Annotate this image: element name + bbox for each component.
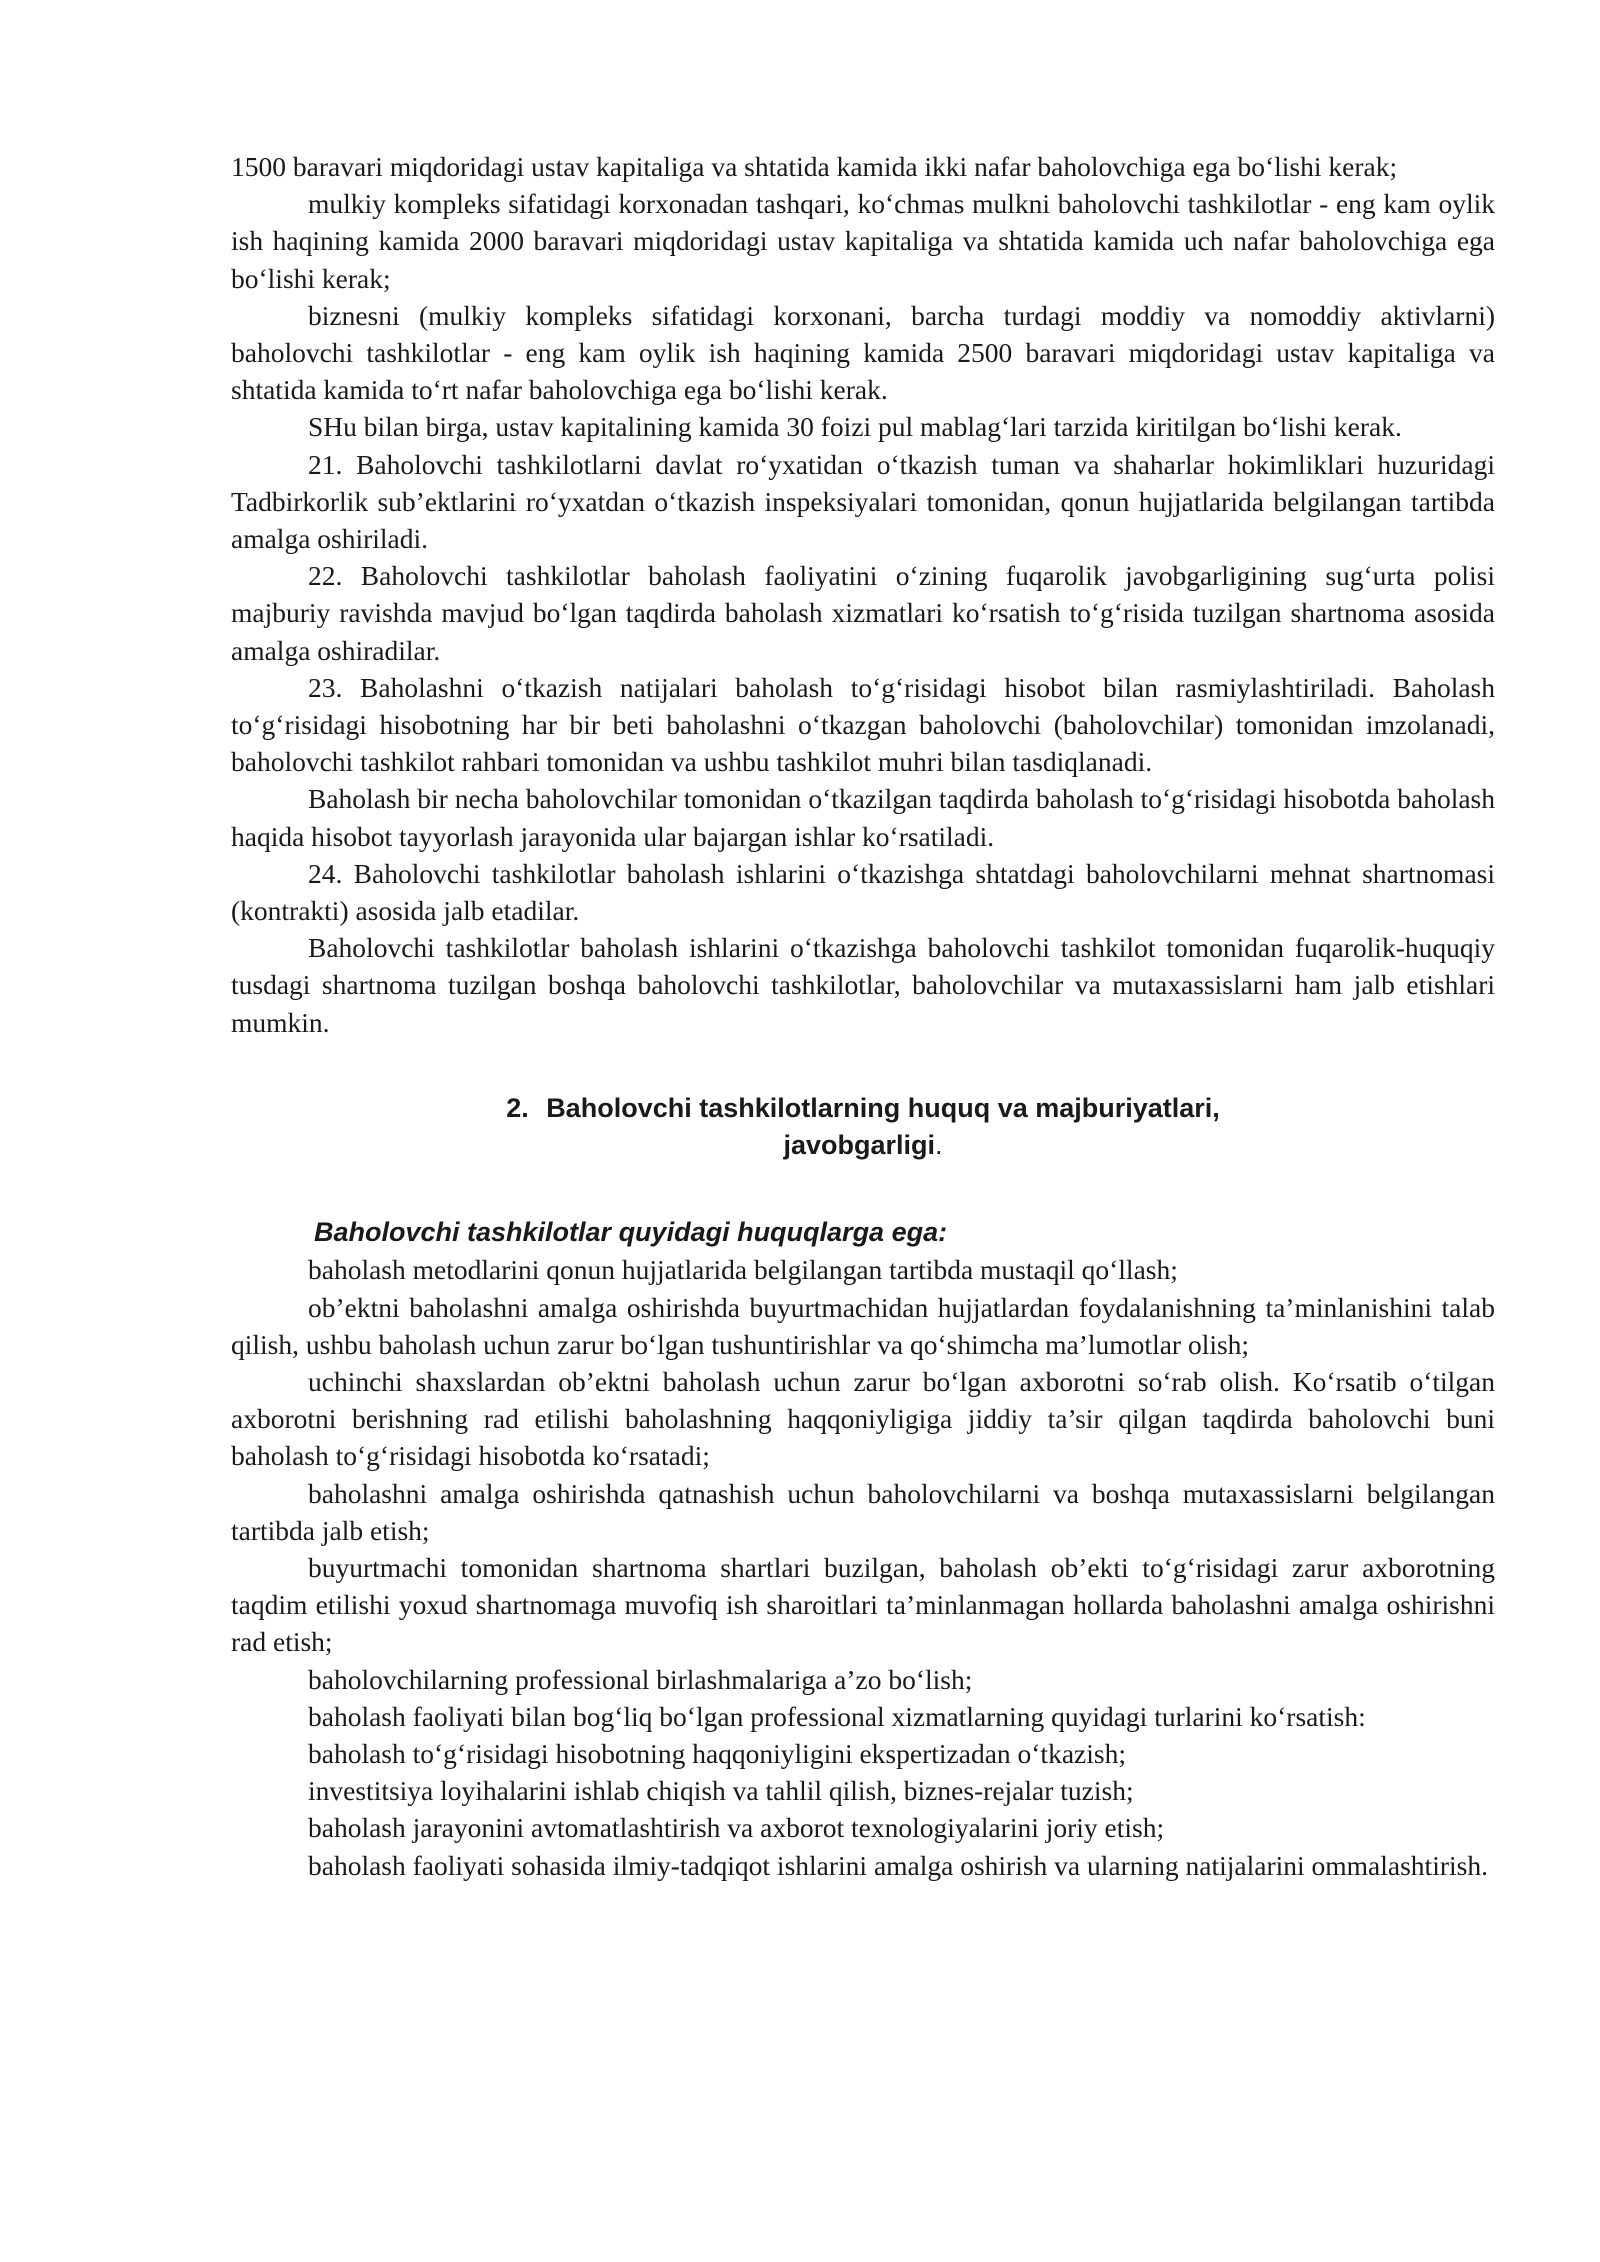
list-item: baholash faoliyati sohasida ilmiy-tadqiqot ishlarini amalga oshirish va ularning natijalarini ommalashtirish. <box>308 1849 1488 1881</box>
list-item: baholashni amalga oshirishda qatnashish uchun baholovchilarni va boshqa mutaxassislarni belgilangan tartibda jalb etish; <box>231 1477 1495 1546</box>
paragraph: Baholovchi tashkilotlar baholash ishlarini o‘tkazishga baholovchi tashkilot tomonidan fuqarolik-huquqiy tusdagi shartnoma tuzilgan boshqa baholovchi tashkilotlar, baholovchilar va mutaxassislarni ham jalb etishlari mumkin. <box>231 932 1495 1038</box>
list-item: uchinchi shaxslardan ob’ektni baholash uchun zarur bo‘lgan axborotni so‘rab olish. Ko‘rsatib o‘tilgan axborotni berishning rad etilishi baholashning haqqoniyligiga jiddiy ta’sir qilgan taqdirda baholovchi buni baholash to‘g‘risidagi hisobotda ko‘rsatadi; <box>231 1365 1495 1472</box>
list-item: ob’ektni baholashni amalga oshirishda buyurtmachidan hujjatlardan foydalanishning ta’minlanishini talab qilish, ushbu baholash uchun zarur bo‘lgan tushuntirishlar va qo‘shimcha ma’lumotlar olish; <box>231 1291 1495 1360</box>
list-item: baholovchilarning professional birlashmalariga a’zo bo‘lish; <box>308 1663 973 1695</box>
paragraph: mulkiy kompleks sifatidagi korxonadan tashqari, ko‘chmas mulkni baholovchi tashkilotlar - eng kam oylik ish haqining kamida 2000 baravari miqdoridagi ustav kapitaliga va shtatida kamida uch nafar baholovchiga ega bo‘lishi kerak; <box>231 188 1495 294</box>
paragraph: SHu bilan birga, ustav kapitalining kamida 30 foizi pul mablag‘lari tarzida kiritilgan bo‘lishi kerak. <box>308 411 1402 443</box>
paragraph: biznesni (mulkiy kompleks sifatidagi korxonani, barcha turdagi moddiy va nomoddiy aktivlarni) baholovchi tashkilotlar - eng kam oylik ish haqining kamida 2500 baravari miqdoridagi ustav kapitaliga va shtatida kamida to‘rt nafar baholovchiga ega bo‘lishi kerak. <box>231 299 1495 406</box>
section-number: 2. <box>506 1092 529 1123</box>
section-title-line-2: javobgarligi <box>783 1130 936 1161</box>
document-page <box>231 148 1495 1884</box>
list-item: baholash jarayonini avtomatlashtirish va axborot texnologiyalarini joriy etish; <box>308 1812 1165 1844</box>
paragraph: Baholash bir necha baholovchilar tomonidan o‘tkazilgan taqdirda baholash to‘g‘risidagi hisobotda baholash haqida hisobot tayyorlash jarayonida ular bajargan ishlar ko‘rsatiladi. <box>231 783 1495 852</box>
section-heading-line-1 <box>231 1090 1495 1128</box>
section-1-text <box>231 148 1495 1041</box>
section-heading-line-2 <box>231 1127 1495 1165</box>
paragraph-item-24: 24. Baholovchi tashkilotlar baholash ishlarini o‘tkazishga shtatdagi baholovchilarni mehnat shartnomasi (kontrakti) asosida jalb etadilar. <box>231 857 1495 927</box>
subheading: Baholovchi tashkilotlar quyidagi huquqlarga ega: <box>314 1216 948 1247</box>
list-item: baholash faoliyati bilan bog‘liq bo‘lgan professional xizmatlarning quyidagi turlarini ko‘rsatish: <box>308 1700 1366 1732</box>
section-heading <box>231 1090 1495 1165</box>
section-title-line-1: Baholovchi tashkilotlarning huquq va majburiyatlari, <box>546 1092 1220 1123</box>
paragraph-item-21: 21. Baholovchi tashkilotlarni davlat ro‘yxatidan o‘tkazish tuman va shaharlar hokimliklari huzuridagi Tadbirkorlik sub’ektlarini ro‘yxatdan o‘tkazish inspeksiyalari tomonidan, qonun hujjatlarida belgilangan tartibda amalga oshiriladi. <box>231 448 1495 555</box>
section-title-end: . <box>935 1130 943 1161</box>
paragraph: 1500 baravari miqdoridagi ustav kapitaliga va shtatida kamida ikki nafar baholovchiga ega bo‘lishi kerak; <box>231 151 1398 182</box>
list-item: baholash metodlarini qonun hujjatlarida belgilangan tartibda mustaqil qo‘llash; <box>308 1254 1178 1286</box>
paragraph-item-22: 22. Baholovchi tashkilotlar baholash faoliyatini o‘zining fuqarolik javobgarligining sug‘urta polisi majburiy ravishda mavjud bo‘lgan taqdirda baholash xizmatlari ko‘rsatish to‘g‘risida tuzilgan shartnoma asosida amalga oshiradilar. <box>231 560 1495 666</box>
section-2-text <box>231 1251 1495 1883</box>
paragraph-item-23: 23. Baholashni o‘tkazish natijalari baholash to‘g‘risidagi hisobot bilan rasmiylashtiriladi. Baholash to‘g‘risidagi hisobotning har bir beti baholashni o‘tkazgan baholovchi (baholovchilar) tomonidan imzolanadi, baholovchi tashkilot rahbari tomonidan va ushbu tashkilot muhri bilan tasdiqlanadi. <box>231 671 1495 778</box>
list-item: buyurtmachi tomonidan shartnoma shartlari buzilgan, baholash ob’ekti to‘g‘risidagi zarur axborotning taqdim etilishi yoxud shartnomaga muvofiq ish sharoitlari ta’minlanmagan hollarda baholashni amalga oshirishni rad etish; <box>231 1552 1495 1658</box>
list-item: baholash to‘g‘risidagi hisobotning haqqoniyligini ekspertizadan o‘tkazish; <box>308 1738 1126 1770</box>
list-item: investitsiya loyihalarini ishlab chiqish va tahlil qilish, biznes-rejalar tuzish; <box>308 1775 1134 1807</box>
